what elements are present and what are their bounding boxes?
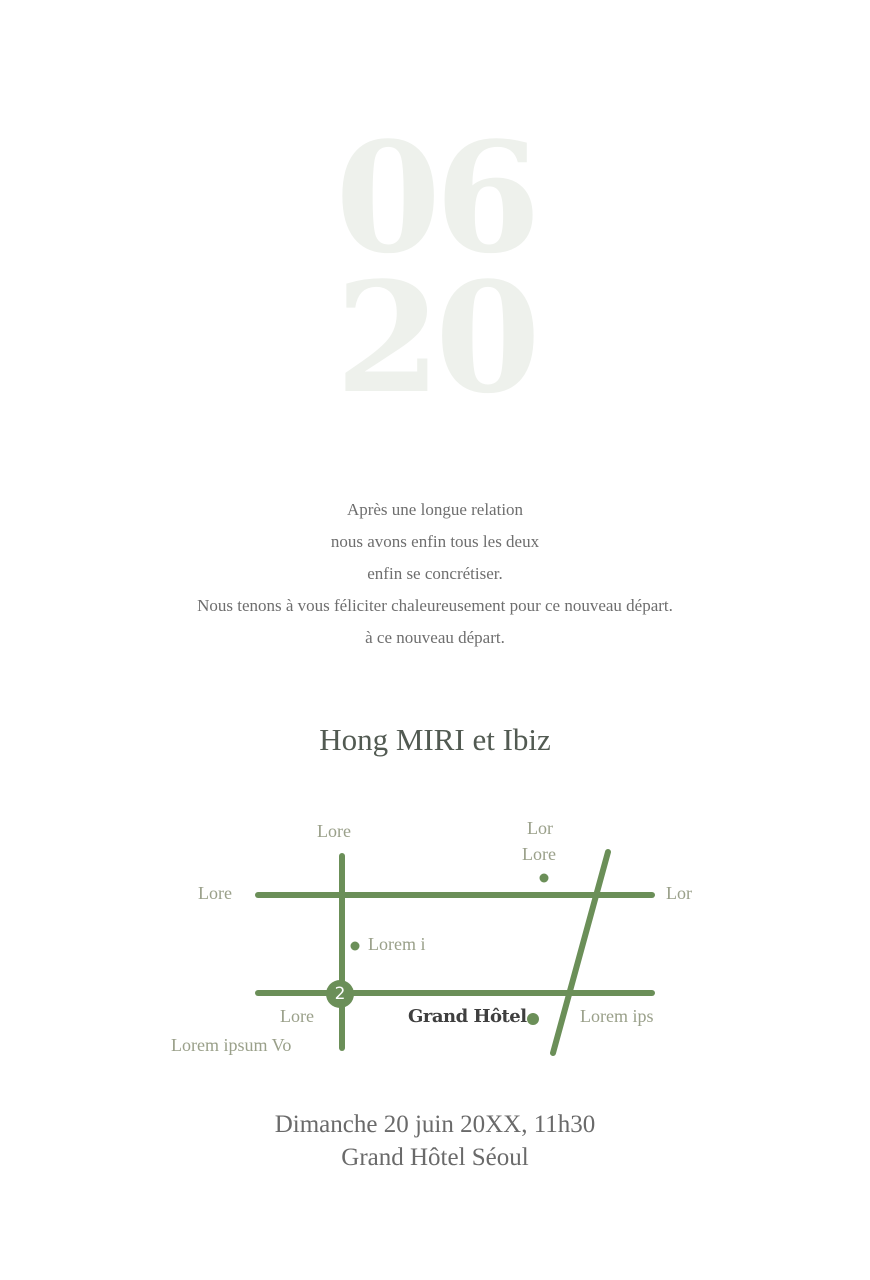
label-left-upper: Lore xyxy=(198,883,232,903)
label-right-lower: Lorem ips xyxy=(580,1006,654,1026)
message-line: à ce nouveau départ. xyxy=(365,628,505,647)
label-top-right-1: Lor xyxy=(527,818,553,838)
message-line: Après une longue relation xyxy=(346,500,524,519)
label-left-lower: Lore xyxy=(280,1006,314,1026)
message-line: enfin se concrétiser. xyxy=(367,564,503,583)
couple-names: Hong MIRI et Ibiz xyxy=(319,722,551,757)
event-datetime: Dimanche 20 juin 20XX, 11h30 xyxy=(274,1111,596,1138)
label-top-vertical: Lore xyxy=(317,821,351,841)
event-venue: Grand Hôtel Séoul xyxy=(341,1144,529,1171)
label-right-upper: Lor xyxy=(666,883,692,903)
event-details xyxy=(0,1108,870,1174)
label-middle-point: Lorem i xyxy=(368,934,426,954)
label-top-right-2: Lore xyxy=(522,844,556,864)
message-line: nous avons enfin tous les deux xyxy=(330,532,540,551)
date-month: 06 xyxy=(335,108,535,287)
venue-marker-icon xyxy=(527,1013,539,1025)
date-day: 20 xyxy=(335,248,535,427)
marker-number: 2 xyxy=(334,984,346,1004)
venue-label: Grand Hôtel xyxy=(408,1006,527,1027)
message-line: Nous tenons à vous féliciter chaleureusement pour ce nouveau départ. xyxy=(197,596,673,615)
point-marker-icon xyxy=(540,874,549,883)
point-marker-icon xyxy=(351,942,360,951)
label-bottom-left: Lorem ipsum Vo xyxy=(171,1035,292,1055)
